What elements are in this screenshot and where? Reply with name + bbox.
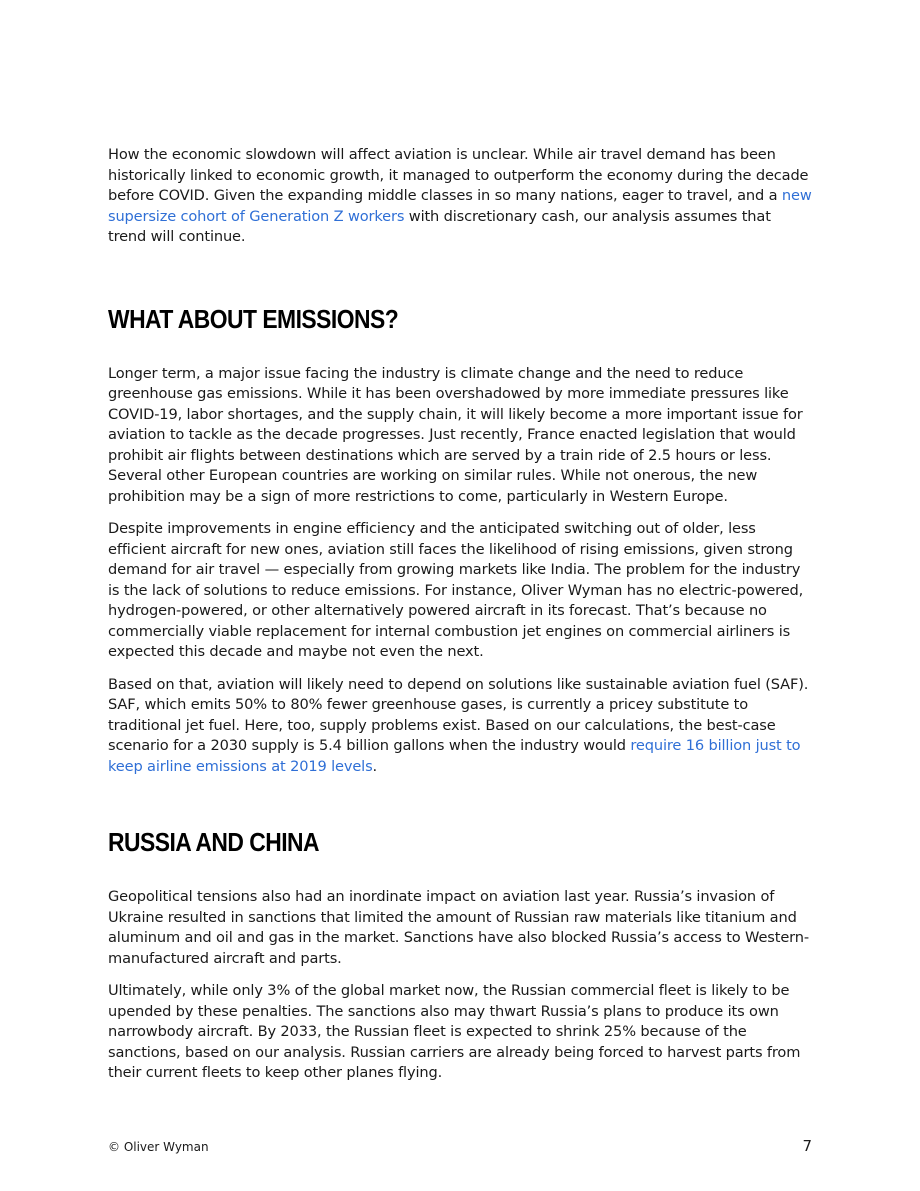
emissions-p3-text-a: Based on that, aviation will likely need to depend on solutions like sustainable aviation fuel (SAF). SAF, which emits 50% to 80% fewer greenhouse gases, is currently a pricey substitute to traditional jet fuel. Here, too, supply problems exist. Based on our calculations, the best-case scenario for a 2030 supply is 5.4 billion gallons when the industry would	[108, 675, 809, 754]
saf-requirement-link[interactable]: require 16 billion just to keep airline emissions at 2019 levels	[108, 737, 801, 775]
intro-text-b: with discretionary cash, our analysis assumes that trend will continue.	[108, 207, 771, 245]
emissions-paragraph-3	[108, 675, 813, 778]
emissions-paragraph-1: Longer term, a major issue facing the industry is climate change and the need to reduce greenhouse gas emissions. While it has been overshadowed by more immediate pressures like COVID-19, labor shortages, and the supply chain, it will likely become a more important issue for aviation to tackle as the decade progresses. Just recently, France enacted legislation that would prohibit air flights between destinations which are served by a train ride of 2.5 hours or less. Several other European countries are working on similar rules. While not onerous, the new prohibition may be a sign of more restrictions to come, particularly in Western Europe.	[108, 364, 803, 505]
emissions-paragraph-2: Despite improvements in engine efficiency and the anticipated switching out of older, less efficient aircraft for new ones, aviation still faces the likelihood of rising emissions, given strong demand for air travel — especially from growing markets like India. The problem for the industry is the lack of solutions to reduce emissions. For instance, Oliver Wyman has no electric-powered, hydrogen-powered, or other alternatively powered aircraft in its forecast. That’s because no commercially viable replacement for internal combustion jet engines on commercial airliners is expected this decade and maybe not even the next.	[108, 520, 804, 660]
emissions-p3-text-b: .	[372, 757, 378, 775]
emissions-heading: WHAT ABOUT EMISSIONS?	[108, 303, 399, 334]
intro-text-a: How the economic slowdown will affect aviation is unclear. While air travel demand has been historically linked to economic growth, it managed to outperform the economy during the decade before COVID. Given the expanding middle classes in so many nations, eager to travel, and a	[108, 146, 809, 204]
intro-paragraph	[108, 145, 813, 248]
russia-paragraph-1: Geopolitical tensions also had an inordinate impact on aviation last year. Russia’s invasion of Ukraine resulted in sanctions that limited the amount of Russian raw materials like titanium and aluminum and oil and gas in the market. Sanctions have also blocked Russia’s access to Western-manufactured aircraft and parts.	[108, 888, 809, 967]
generation-z-link[interactable]: new supersize cohort of Generation Z workers	[108, 187, 812, 225]
page-body	[108, 145, 813, 1084]
russia-china-heading: RUSSIA AND CHINA	[108, 827, 320, 857]
footer-copyright: © Oliver Wyman	[108, 1140, 209, 1154]
page-number: 7	[802, 1137, 812, 1155]
russia-paragraph-2: Ultimately, while only 3% of the global market now, the Russian commercial fleet is likely to be upended by these penalties. The sanctions also may thwart Russia’s plans to produce its own narrowbody aircraft. By 2033, the Russian fleet is expected to shrink 25% because of the sanctions, based on our analysis. Russian carriers are already being forced to harvest parts from their current fleets to keep other planes flying.	[108, 982, 801, 1081]
